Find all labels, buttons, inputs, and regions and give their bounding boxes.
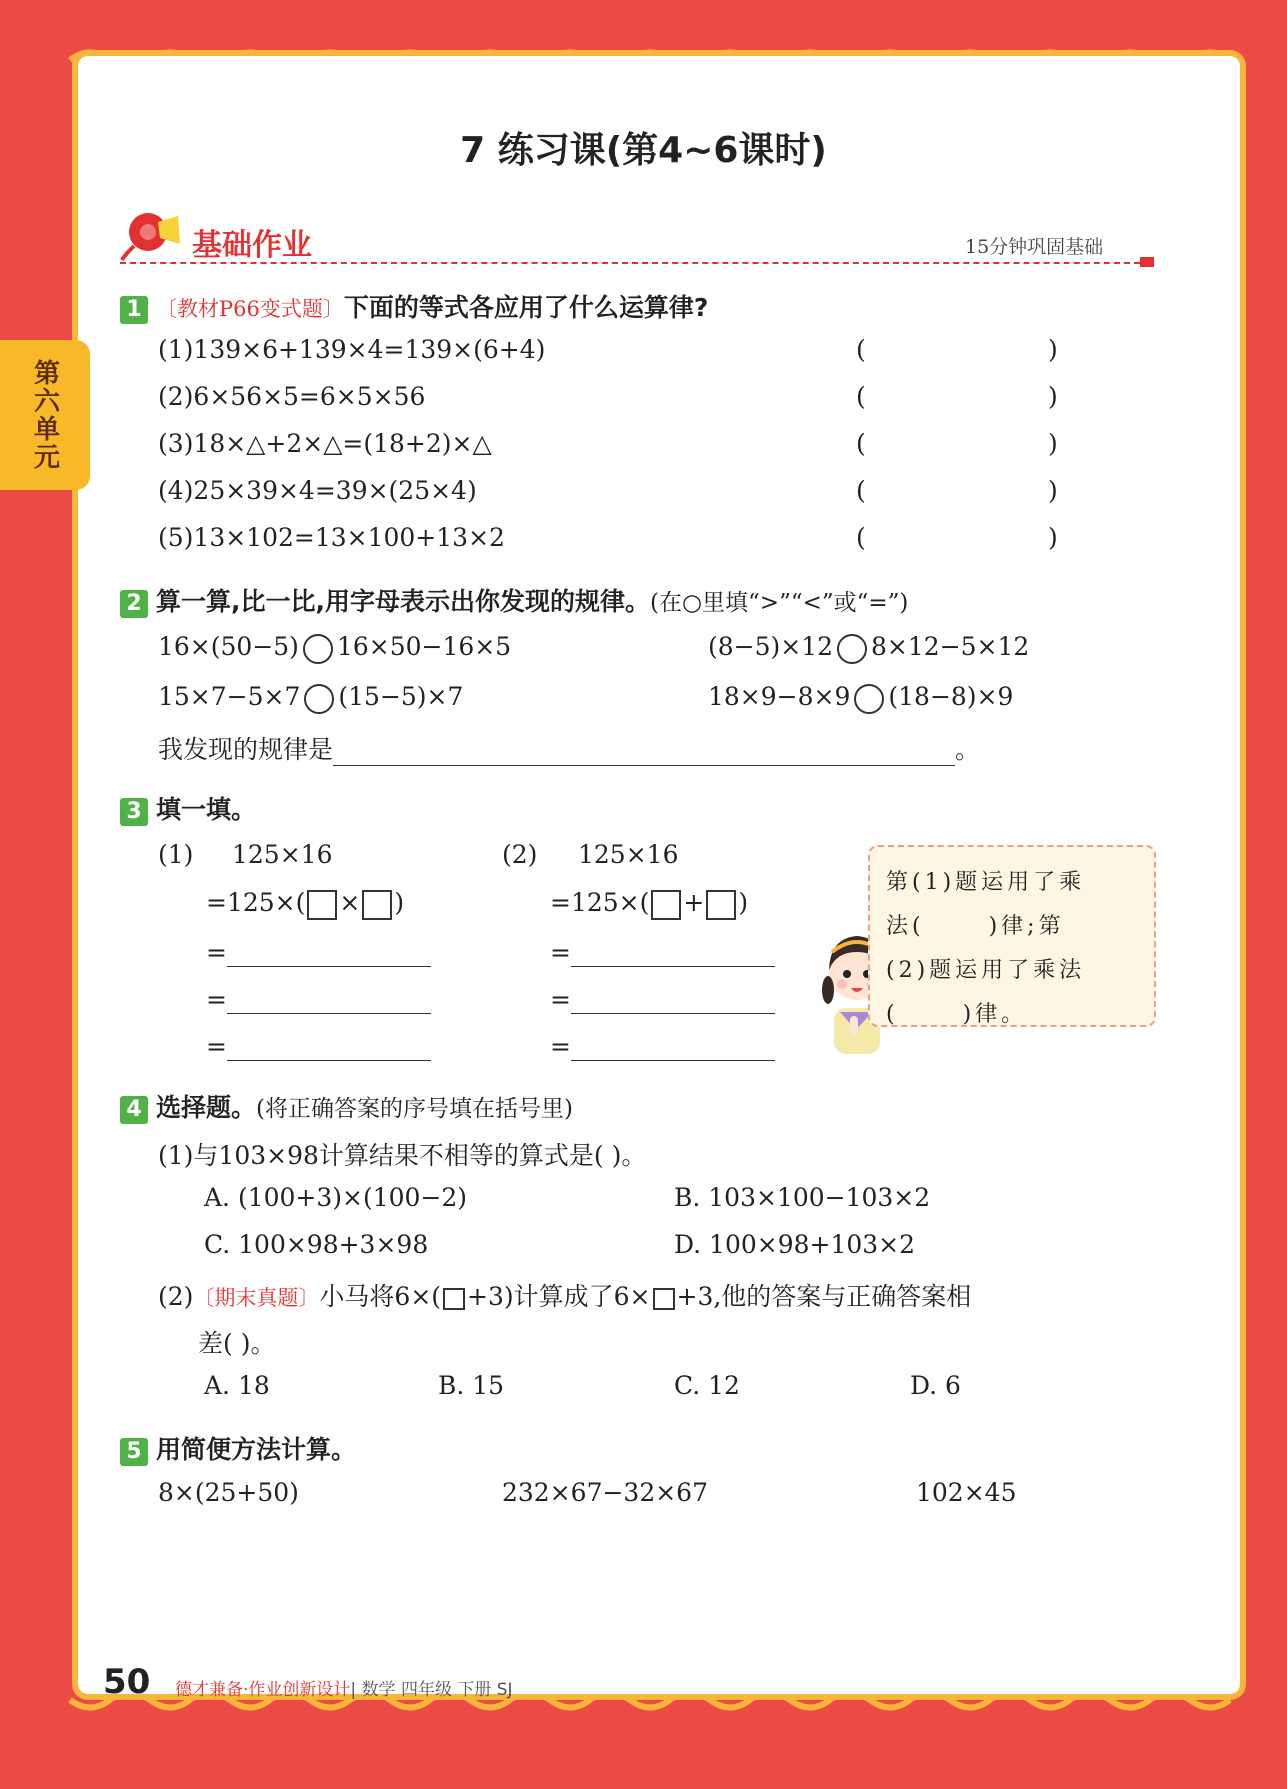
- q1-answer-4-close: ): [1048, 476, 1058, 505]
- q1-item-2: (2)6×56×5=6×5×56: [158, 382, 426, 411]
- q3-number: 3: [120, 798, 148, 826]
- q5-text: 用简便方法计算。: [156, 1435, 357, 1464]
- eq-sign: =: [206, 938, 227, 967]
- q1-answer-5-close: ): [1048, 523, 1058, 552]
- q2-row2-right: [708, 682, 1013, 714]
- q1-answer-2-close: ): [1048, 382, 1058, 411]
- q3-part1-box-1[interactable]: [307, 890, 337, 920]
- q1-item-4: (4)25×39×4=39×(25×4): [158, 476, 477, 505]
- q3-part1-expr: 125×16: [232, 840, 333, 869]
- page-title: 7 练习课(第4~6课时): [460, 130, 827, 171]
- q1-answer-5-open[interactable]: (: [856, 523, 866, 552]
- q3-part2-close: ): [738, 888, 749, 917]
- q4-sub1-option-d[interactable]: D. 100×98+103×2: [674, 1230, 916, 1259]
- q3-part2-step-text: =125×(: [550, 888, 650, 917]
- hint-text: (: [886, 1002, 899, 1027]
- q3-part2-line-2: [550, 983, 775, 1014]
- q1-tag: 〔教材P66变式题〕: [156, 297, 344, 321]
- q2-rule-blank[interactable]: [333, 735, 955, 766]
- q4-text: 选择题。: [156, 1093, 257, 1122]
- eq-sign: =: [550, 1032, 571, 1061]
- answer-blank[interactable]: [571, 1030, 775, 1061]
- hint-line-2: [886, 905, 1138, 949]
- q2-text: 算一算,比一比,用字母表示出你发现的规律。: [156, 587, 650, 616]
- q4-number: 4: [120, 1096, 148, 1124]
- q3-header: [120, 790, 256, 826]
- answer-blank[interactable]: [571, 936, 775, 967]
- q2-expr-4b: (18−8)×9: [888, 682, 1014, 711]
- q4-sub2-text: 小马将6×(: [319, 1282, 442, 1311]
- q3-part1-close: ): [394, 888, 405, 917]
- q4-sub2: [158, 1277, 971, 1313]
- eq-sign: =: [550, 985, 571, 1014]
- compare-circle-4[interactable]: [854, 684, 884, 714]
- q2-row1-right: [708, 632, 1029, 664]
- section-title: 基础作业: [192, 228, 312, 263]
- answer-blank[interactable]: [227, 1030, 431, 1061]
- divider-end-mark: [1140, 257, 1154, 267]
- lightbulb-icon: [118, 208, 184, 264]
- q4-sub2-text: +3,他的答案与正确答案相: [676, 1282, 972, 1311]
- q4-sub2-cont: 差( )。: [198, 1329, 276, 1358]
- q5-expr-3: 102×45: [916, 1478, 1017, 1507]
- q2-header: [120, 582, 908, 618]
- q2-rule: [158, 730, 980, 766]
- compare-circle-3[interactable]: [304, 684, 334, 714]
- hint-text: )律。: [962, 1002, 1028, 1027]
- q4-sub2-text: +3)计算成了6×: [467, 1282, 651, 1311]
- hint-line-4: [886, 993, 1138, 1037]
- q3-part2-label: (2): [502, 840, 538, 869]
- section-divider: [120, 262, 1150, 264]
- q3-part1-op: ×: [339, 888, 361, 917]
- q3-part2-box-1[interactable]: [651, 890, 681, 920]
- q2-row2-left: [158, 682, 463, 714]
- q3-part1-line-1: [206, 936, 431, 967]
- answer-blank[interactable]: [571, 983, 775, 1014]
- hint-line-1: 第(1)题运用了乘: [886, 870, 1086, 895]
- hint-line-3: (2)题运用了乘法: [886, 958, 1086, 983]
- q2-rule-end: 。: [955, 735, 981, 764]
- q4-sub2-box-1: [443, 1288, 465, 1310]
- q2-rule-label: 我发现的规律是: [158, 735, 334, 764]
- q4-sub2-box-2: [653, 1288, 675, 1310]
- answer-blank[interactable]: [227, 983, 431, 1014]
- q2-expr-2a: (8−5)×12: [708, 632, 834, 661]
- q4-note: (将正确答案的序号填在括号里): [256, 1096, 573, 1122]
- q3-part1-line-2: [206, 983, 431, 1014]
- q4-sub1-option-a[interactable]: A. (100+3)×(100−2): [204, 1183, 468, 1212]
- q2-expr-3b: (15−5)×7: [338, 682, 464, 711]
- eq-sign: =: [206, 1032, 227, 1061]
- section-subtitle: 15分钟巩固基础: [965, 236, 1104, 258]
- q5-header: [120, 1430, 356, 1466]
- q4-sub2-option-a[interactable]: A. 18: [204, 1371, 270, 1400]
- q1-answer-4-open[interactable]: (: [856, 476, 866, 505]
- q1-item-1: (1)139×6+139×4=139×(6+4): [158, 335, 546, 364]
- q1-answer-3-close: ): [1048, 429, 1058, 458]
- q4-sub2-option-b[interactable]: B. 15: [438, 1371, 505, 1400]
- q2-row1-left: [158, 632, 511, 664]
- answer-blank[interactable]: [227, 936, 431, 967]
- q5-expr-2: 232×67−32×67: [502, 1478, 708, 1507]
- compare-circle-1[interactable]: [303, 634, 333, 664]
- q2-expr-3a: 15×7−5×7: [158, 682, 301, 711]
- q3-text: 填一填。: [156, 795, 257, 824]
- q3-part1-label: (1): [158, 840, 194, 869]
- q4-header: [120, 1088, 573, 1124]
- q2-number: 2: [120, 590, 148, 618]
- q2-note: (在○里填“>”“<”或“=”): [650, 590, 909, 616]
- q4-sub2-tag: 〔期末真题〕: [193, 1286, 320, 1310]
- q3-part1-step: [206, 888, 404, 920]
- eq-sign: =: [206, 985, 227, 1014]
- q5-expr-1: 8×(25+50): [158, 1478, 299, 1507]
- footer-rest: | 数学 四年级 下册 SJ: [350, 1680, 513, 1700]
- hint-bubble: [868, 845, 1156, 1027]
- q3-part2-line-3: [550, 1030, 775, 1061]
- page-number: 50: [103, 1662, 151, 1702]
- q3-part2-box-2[interactable]: [706, 890, 736, 920]
- q3-part2-expr: 125×16: [578, 840, 679, 869]
- q1-number: 1: [120, 296, 148, 324]
- eq-sign: =: [550, 938, 571, 967]
- q4-sub2-option-c[interactable]: C. 12: [674, 1371, 740, 1400]
- footer-brand: 德才兼备·作业创新设计: [175, 1680, 351, 1700]
- footer-text: [175, 1675, 513, 1700]
- q1-item-3: (3)18×△+2×△=(18+2)×△: [158, 429, 492, 458]
- q4-sub1-option-c[interactable]: C. 100×98+3×98: [204, 1230, 429, 1259]
- q1-answer-1-open[interactable]: (: [856, 335, 866, 364]
- unit-tab-label: 第六单元: [29, 359, 60, 471]
- q2-expr-1b: 16×50−16×5: [336, 632, 512, 661]
- q1-answer-3-open[interactable]: (: [856, 429, 866, 458]
- hint-text: )律;第: [988, 914, 1065, 939]
- q3-part1-line-3: [206, 1030, 431, 1061]
- q2-expr-2b: 8×12−5×12: [871, 632, 1030, 661]
- q1-item-5: (5)13×102=13×100+13×2: [158, 523, 505, 552]
- compare-circle-2[interactable]: [837, 634, 867, 664]
- q3-part1-box-2[interactable]: [362, 890, 392, 920]
- q4-sub1-option-b[interactable]: B. 103×100−103×2: [674, 1183, 931, 1212]
- q1-answer-1-close: ): [1048, 335, 1058, 364]
- q1-text: 下面的等式各应用了什么运算律?: [343, 293, 709, 322]
- q3-part2-line-1: [550, 936, 775, 967]
- q4-sub1: (1)与103×98计算结果不相等的算式是( )。: [158, 1141, 647, 1170]
- q1-header: [120, 288, 708, 324]
- q3-part2-step: [550, 888, 748, 920]
- q4-sub2-option-d[interactable]: D. 6: [910, 1371, 961, 1400]
- q1-answer-2-open[interactable]: (: [856, 382, 866, 411]
- q3-part2-op: +: [683, 888, 705, 917]
- hint-text: 法(: [886, 914, 925, 939]
- q2-expr-1a: 16×(50−5): [158, 632, 299, 661]
- q2-expr-4a: 18×9−8×9: [708, 682, 851, 711]
- q4-sub2-num: (2): [158, 1282, 194, 1311]
- q5-number: 5: [120, 1438, 148, 1466]
- unit-tab: [0, 340, 90, 490]
- q3-part1-step-text: =125×(: [206, 888, 306, 917]
